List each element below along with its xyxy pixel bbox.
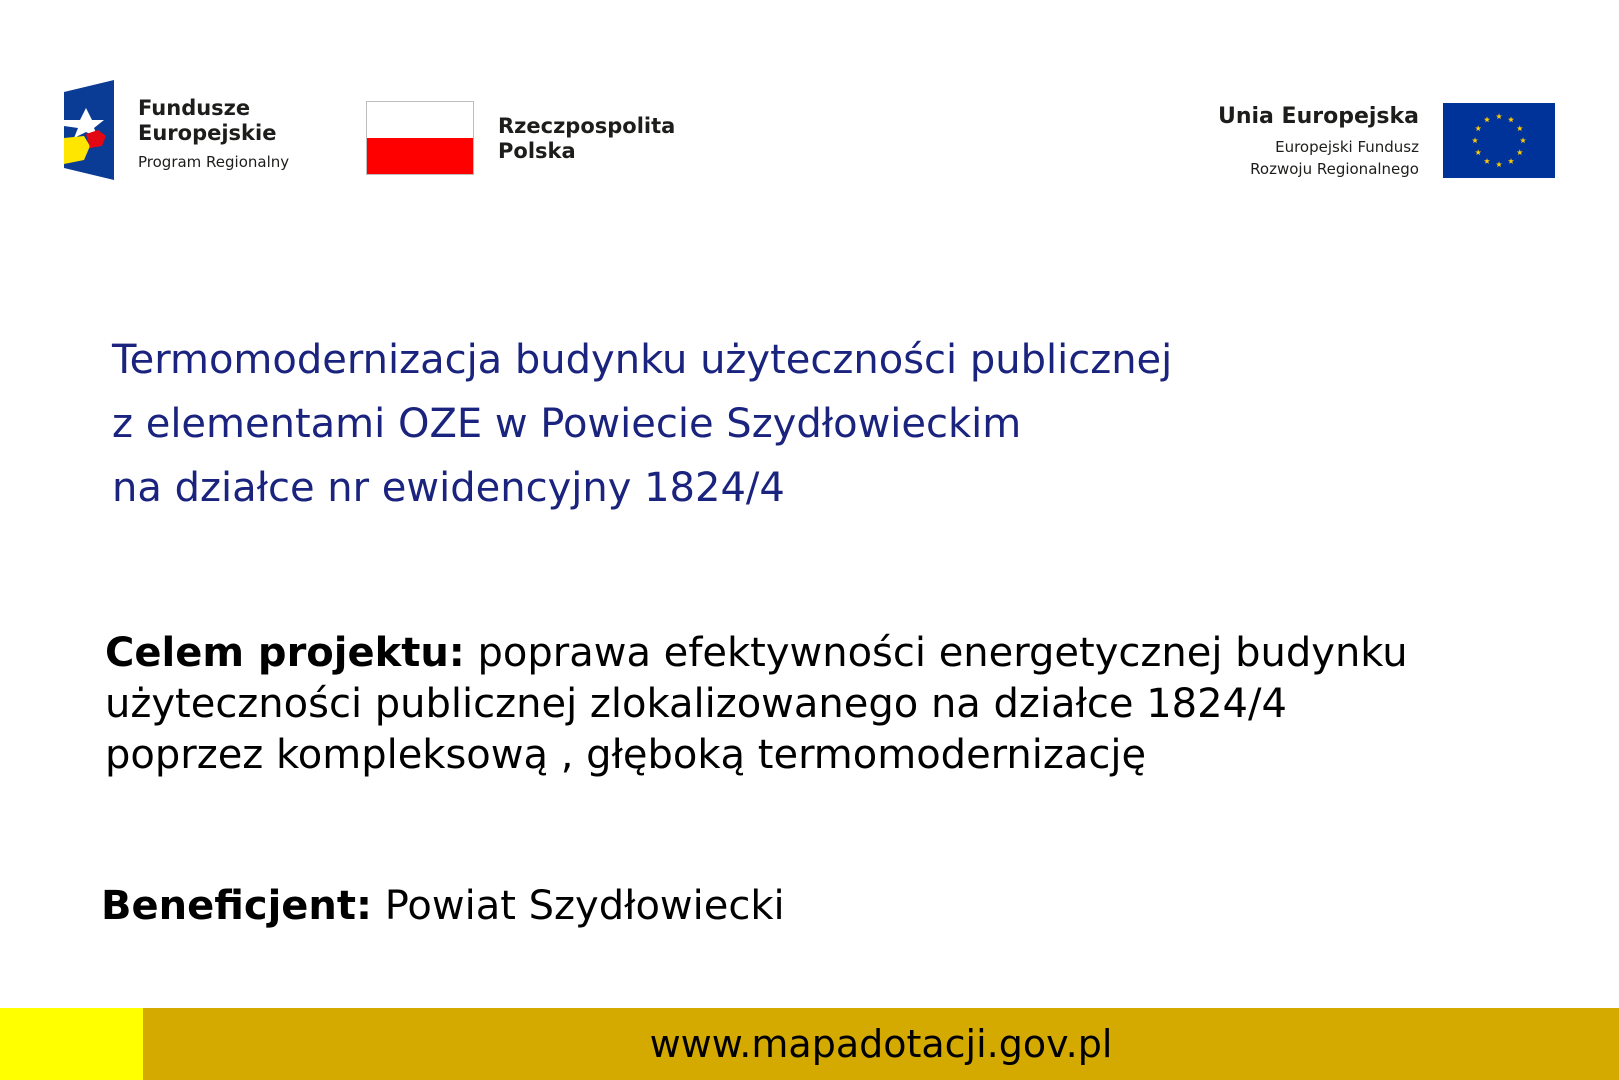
eu-flag-icon [1443, 103, 1555, 178]
goal-line3: poprzez kompleksową , głęboką termomodernizację [105, 732, 1147, 778]
fundusze-europejskie-logo [64, 80, 314, 184]
flag-red-stripe [367, 138, 473, 174]
project-title [112, 328, 1172, 520]
footer-yellow-block [0, 1008, 143, 1080]
eu-title: Unia Europejska [1217, 104, 1419, 129]
goal-line2: użyteczności publicznej zlokalizowanego na działce 1824/4 [105, 681, 1287, 727]
goal-label: Celem projektu: [105, 630, 465, 676]
website-link[interactable]: www.mapadotacji.gov.pl [649, 1022, 1113, 1066]
beneficiary [101, 883, 785, 929]
eu-subtitle-1: Europejski Fundusz [1275, 138, 1419, 156]
project-title-line3: na działce nr ewidencyjny 1824/4 [112, 465, 785, 511]
fundusze-europejskie-icon [64, 80, 114, 180]
project-goal [105, 628, 1408, 781]
beneficiary-label: Beneficjent: [101, 883, 373, 929]
fe-line2: Europejskie [138, 121, 277, 145]
project-title-line2: z elementami OZE w Powiecie Szydłowieckim [112, 401, 1022, 447]
project-title-line1: Termomodernizacja budynku użyteczności publicznej [112, 337, 1173, 383]
fe-line3: Program Regionalny [138, 153, 290, 171]
footer-bar [0, 1008, 1619, 1080]
flag-white-stripe [367, 102, 473, 138]
beneficiary-value: Powiat Szydłowiecki [372, 883, 785, 929]
eu-subtitle-2: Rozwoju Regionalnego [1250, 160, 1419, 178]
fe-line1: Fundusze [138, 96, 251, 120]
polish-flag-icon [366, 101, 474, 175]
goal-line1: poprawa efektywności energetycznej budynku [464, 630, 1408, 676]
rp-line2: Polska [498, 139, 576, 163]
rp-line1: Rzeczpospolita [498, 114, 676, 138]
